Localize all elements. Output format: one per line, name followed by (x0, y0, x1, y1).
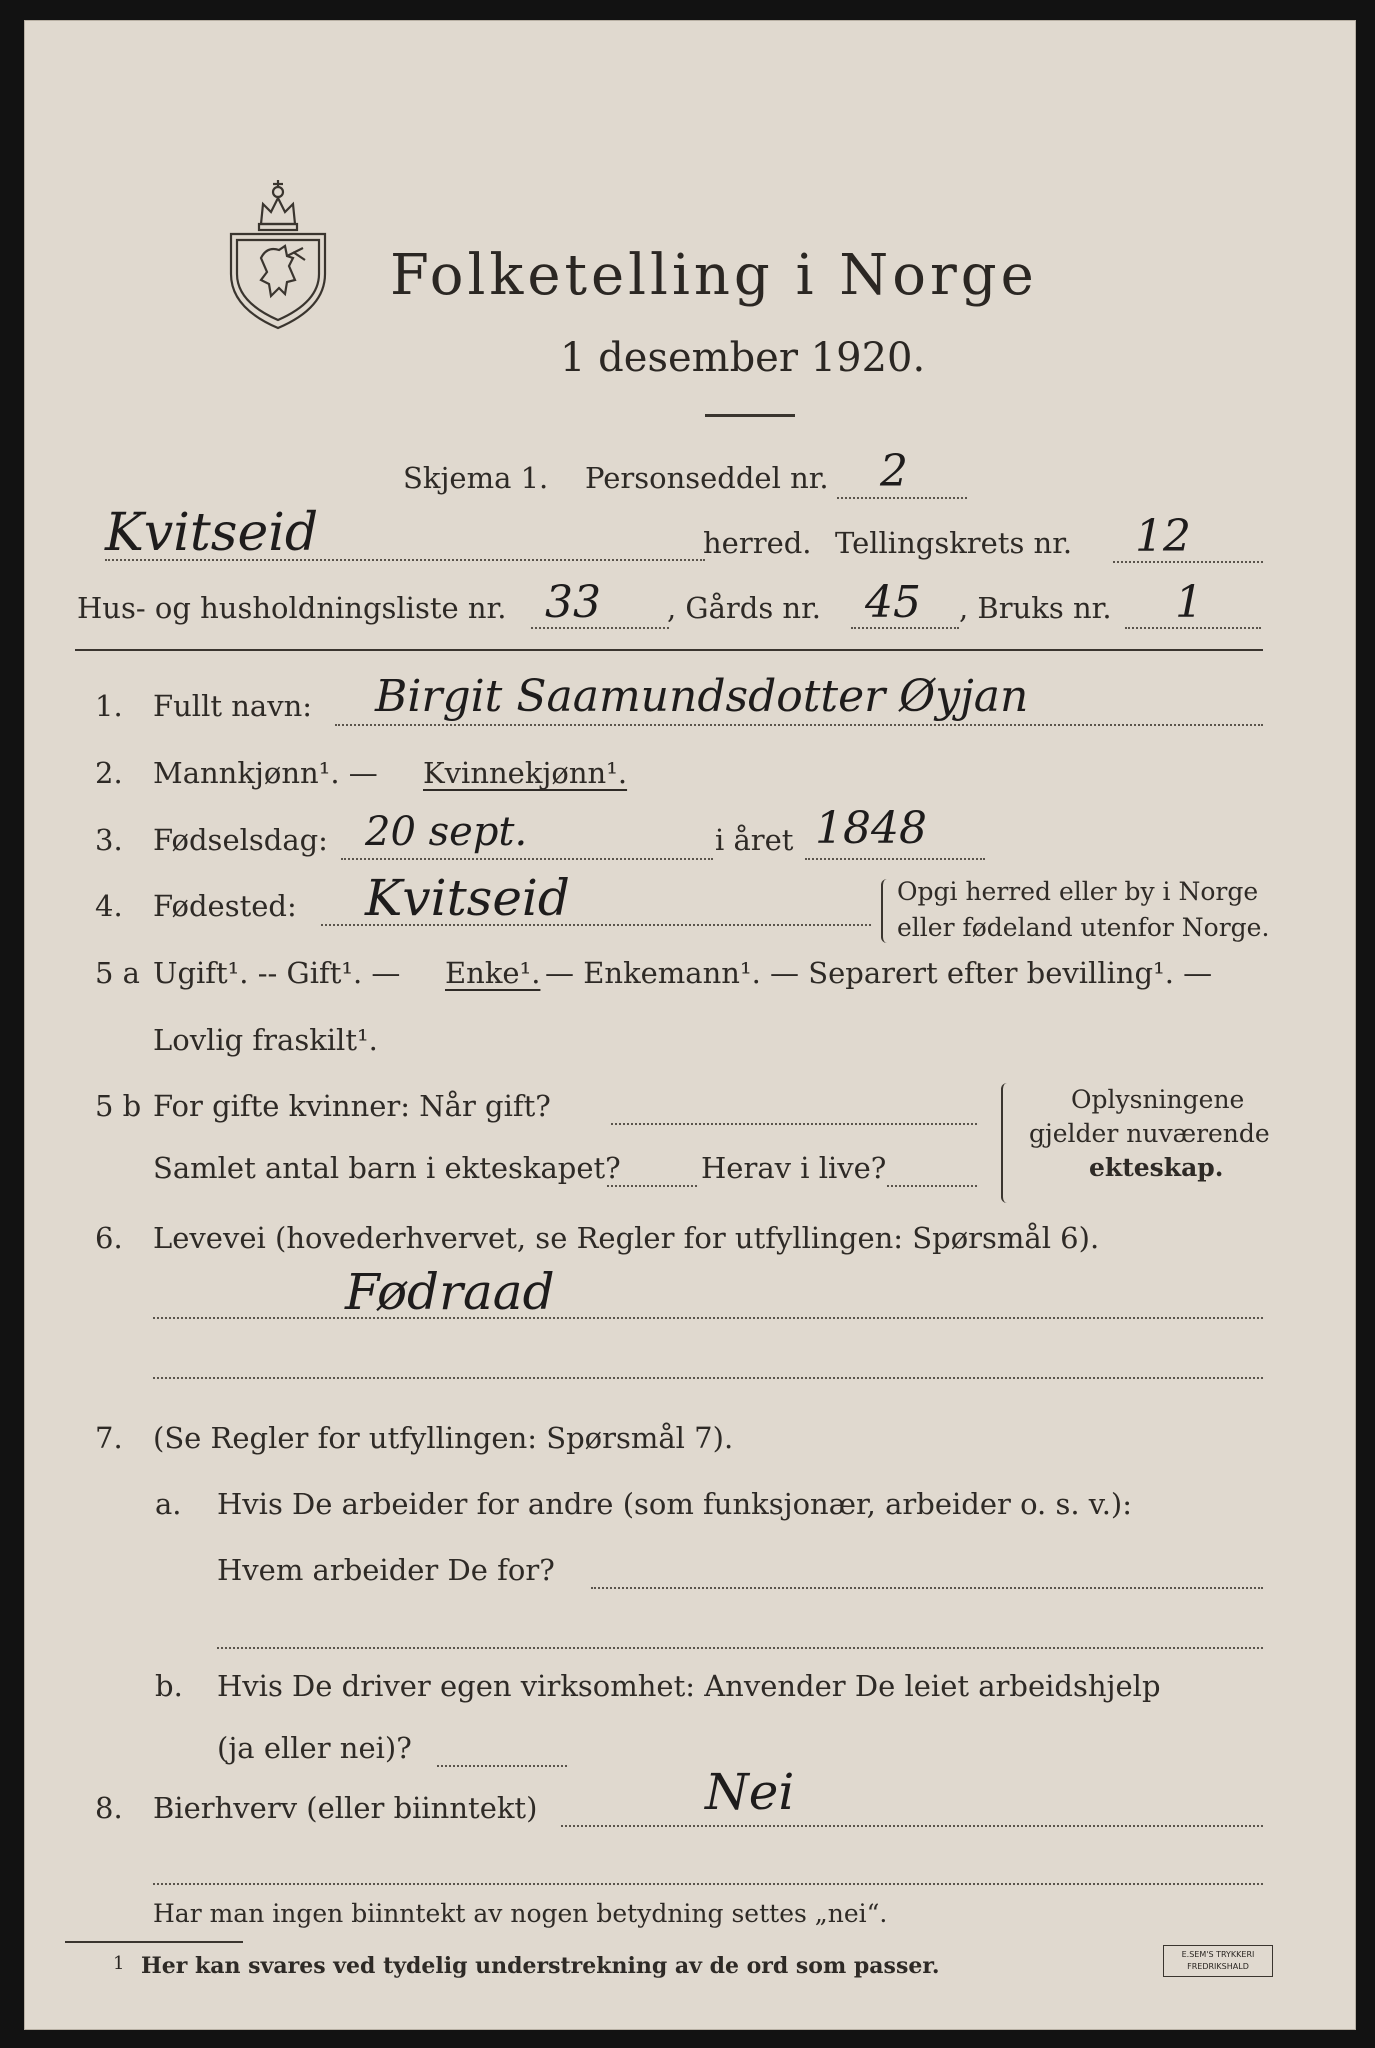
marriage-note-line1: Oplysningene (1071, 1085, 1245, 1114)
gards-label: , Gårds nr. (667, 591, 821, 625)
herred-value[interactable]: Kvitseid (105, 503, 319, 563)
children-alive-label: Herav i live? (701, 1151, 887, 1185)
form-date: 1 desember 1920. (560, 335, 926, 381)
printer-stamp (1163, 1945, 1273, 1977)
title-divider (705, 414, 795, 417)
q5a-number: 5 a (95, 956, 140, 990)
tellingskrets-label: Tellingskrets nr. (835, 526, 1073, 560)
q4-number: 4. (95, 889, 123, 923)
own-business-label: Hvis De driver egen virksomhet: Anvender De leiet arbeidshjelp (217, 1669, 1161, 1703)
tellingskrets-value[interactable]: 12 (1135, 511, 1191, 562)
q8-number: 8. (95, 1791, 123, 1825)
gards-value[interactable]: 45 (865, 577, 921, 628)
birthplace-value[interactable]: Kvitseid (365, 869, 570, 927)
schema-label: Skjema 1. (403, 461, 549, 495)
footnote-divider (65, 1941, 243, 1943)
q7a-number: a. (155, 1487, 182, 1521)
footnote-text: Her kan svares ved tydelig understrekning av de ord som passer. (141, 1953, 940, 1979)
marital-option-others[interactable]: — Enkemann¹. — Separert efter bevilling¹. — (545, 956, 1213, 990)
marital-option-unmarried-married[interactable]: Ugift¹. -- Gift¹. — (153, 956, 401, 990)
birthday-line (341, 858, 713, 860)
occupation-value[interactable]: Fødraad (345, 1263, 555, 1321)
married-when-label: For gifte kvinner: Når gift? (153, 1089, 551, 1123)
birth-year-line (805, 858, 985, 860)
birthplace-note-line2: eller fødeland utenfor Norge. (897, 913, 1270, 942)
occupation-label: Levevei (hovederhvervet, se Regler for utfyllingen: Spørsmål 6). (153, 1221, 1100, 1255)
printer-stamp-line1: E.SEM'S TRYKKERI (1181, 1950, 1255, 1959)
q5b-number: 5 b (95, 1089, 142, 1123)
hired-help-line (437, 1765, 567, 1767)
herred-label: herred. (703, 526, 812, 560)
household-list-label: Hus- og husholdningsliste nr. (77, 591, 507, 625)
bruks-value[interactable]: 1 (1175, 577, 1203, 628)
birthplace-label: Fødested: (153, 889, 297, 923)
herred-line (105, 559, 705, 561)
birthday-label: Fødselsdag: (153, 823, 328, 857)
q2-number: 2. (95, 756, 123, 790)
personseddel-value[interactable]: 2 (880, 446, 908, 497)
printer-stamp-line2: FREDRIKSHALD (1187, 1962, 1249, 1971)
full-name-value[interactable]: Birgit Saamundsdotter Øyjan (375, 671, 1029, 722)
bruks-label: , Bruks nr. (959, 591, 1112, 625)
marital-option-widow[interactable]: Enke¹. (445, 956, 541, 990)
side-income-line-1 (561, 1825, 1263, 1827)
employer-label: Hvem arbeider De for? (217, 1553, 555, 1587)
census-form (24, 20, 1356, 2030)
q7-label: (Se Regler for utfyllingen: Spørsmål 7). (153, 1421, 734, 1455)
section-divider (75, 649, 1263, 651)
q3-number: 3. (95, 823, 123, 857)
q7-number: 7. (95, 1421, 123, 1455)
personseddel-line (837, 497, 967, 499)
birth-year-value[interactable]: 1848 (815, 803, 927, 854)
employer-line-1 (591, 1587, 1263, 1589)
occupation-line-2 (153, 1377, 1263, 1379)
footnote-mark: 1 (113, 1953, 125, 1974)
employer-line-2 (217, 1647, 1263, 1649)
children-count-line (607, 1185, 697, 1187)
sex-option-male[interactable]: Mannkjønn¹. — (153, 756, 378, 790)
q1-number: 1. (95, 689, 123, 723)
birth-year-label: i året (715, 823, 794, 857)
side-income-label: Bierhverv (eller biinntekt) (153, 1791, 538, 1825)
q7b-number: b. (155, 1669, 183, 1703)
side-income-note: Har man ingen biinntekt av nogen betydning settes „nei“. (153, 1899, 888, 1928)
works-for-others-label: Hvis De arbeider for andre (som funksjonær, arbeider o. s. v.): (217, 1487, 1133, 1521)
children-count-label: Samlet antal barn i ekteskapet? (153, 1151, 621, 1185)
sex-option-female[interactable]: Kvinnekjønn¹. (423, 756, 628, 790)
marriage-note-line3: ekteskap. (1089, 1153, 1224, 1182)
side-income-value[interactable]: Nei (705, 1763, 795, 1821)
birthplace-note-bracket (881, 879, 893, 943)
marriage-note-line2: gjelder nuværende (1029, 1119, 1270, 1148)
full-name-line (335, 724, 1263, 726)
marital-option-divorced[interactable]: Lovlig fraskilt¹. (153, 1023, 378, 1057)
marriage-note-bracket (1001, 1083, 1013, 1203)
children-alive-line (887, 1185, 977, 1187)
form-title: Folketelling i Norge (390, 243, 1038, 308)
married-when-line (611, 1123, 977, 1125)
birthplace-note-line1: Opgi herred eller by i Norge (897, 877, 1259, 906)
birthday-value[interactable]: 20 sept. (365, 809, 528, 855)
full-name-label: Fullt navn: (153, 689, 313, 723)
coat-of-arms-icon (223, 176, 333, 331)
hired-help-label: (ja eller nei)? (217, 1731, 412, 1765)
household-list-value[interactable]: 33 (545, 577, 601, 628)
q6-number: 6. (95, 1221, 123, 1255)
occupation-line-1 (153, 1317, 1263, 1319)
personseddel-label: Personseddel nr. (585, 461, 829, 495)
side-income-line-2 (153, 1883, 1263, 1885)
